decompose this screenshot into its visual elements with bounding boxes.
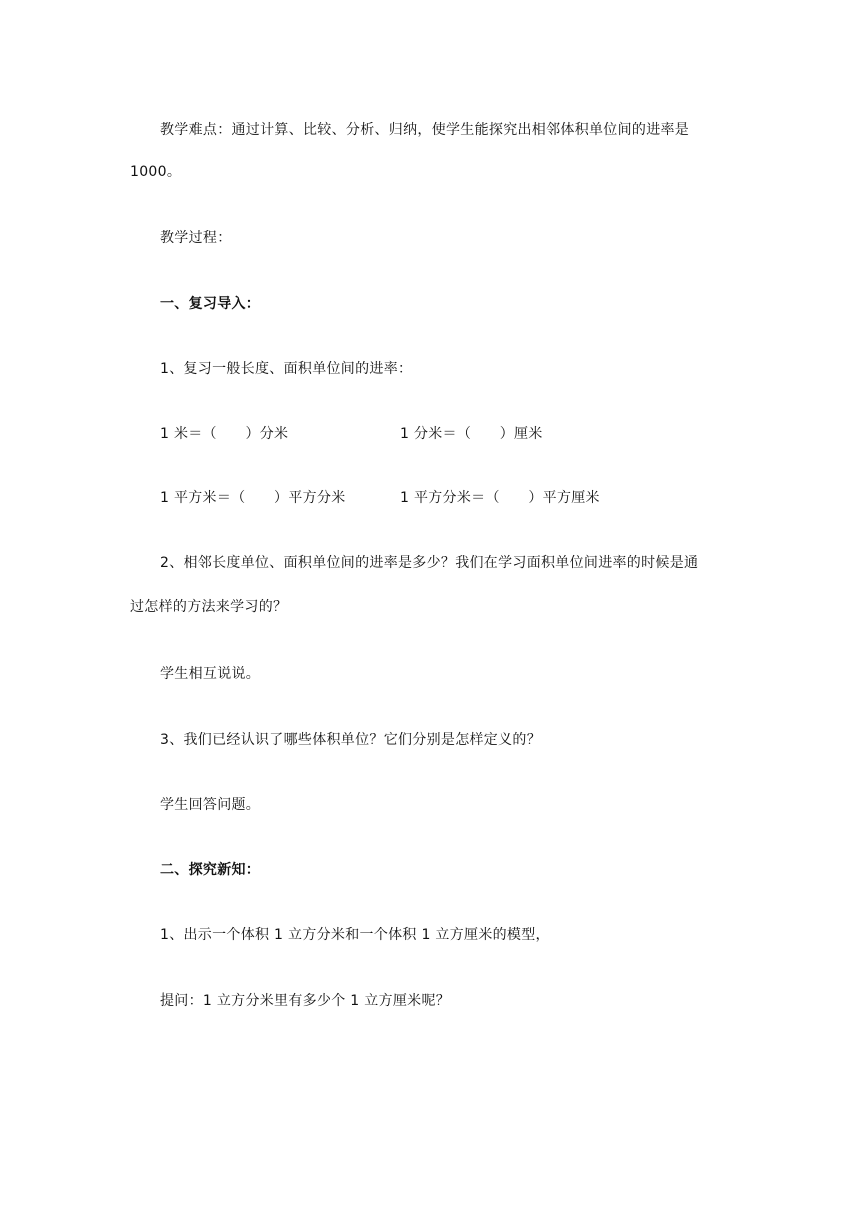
equation-sqmeter-sqdecimeter: 1 平方米＝（ ）平方分米 bbox=[160, 490, 346, 506]
review-item-2: 2、相邻长度单位、面积单位间的进率是多少？我们在学习面积单位间进率的时候是通 bbox=[160, 555, 699, 571]
review-item-2-continuation: 过怎样的方法来学习的？ bbox=[130, 599, 288, 615]
section-2-heading: 二、探究新知： bbox=[160, 862, 261, 878]
explore-item-1: 1、出示一个体积 1 立方分米和一个体积 1 立方厘米的模型， bbox=[160, 927, 550, 943]
equation-sqdecimeter-sqcentimeter: 1 平方分米＝（ ）平方厘米 bbox=[400, 490, 600, 506]
equation-decimeter-centimeter: 1 分米＝（ ）厘米 bbox=[400, 426, 543, 442]
students-answer-text: 学生回答问题。 bbox=[160, 797, 261, 813]
teaching-difficulty-continuation: 1000。 bbox=[130, 164, 182, 180]
students-discuss-text: 学生相互说说。 bbox=[160, 666, 261, 682]
review-item-3: 3、我们已经认识了哪些体积单位？它们分别是怎样定义的？ bbox=[160, 732, 542, 748]
question-text: 提问：1 立方分米里有多少个 1 立方厘米呢？ bbox=[160, 993, 451, 1009]
section-1-heading: 一、复习导入： bbox=[160, 296, 261, 312]
equation-meter-decimeter: 1 米＝（ ）分米 bbox=[160, 426, 289, 442]
teaching-process-heading: 教学过程： bbox=[160, 230, 232, 246]
review-item-1: 1、复习一般长度、面积单位间的进率： bbox=[160, 361, 413, 377]
teaching-difficulty-text: 教学难点：通过计算、比较、分析、归纳，使学生能探究出相邻体积单位间的进率是 bbox=[160, 122, 690, 138]
